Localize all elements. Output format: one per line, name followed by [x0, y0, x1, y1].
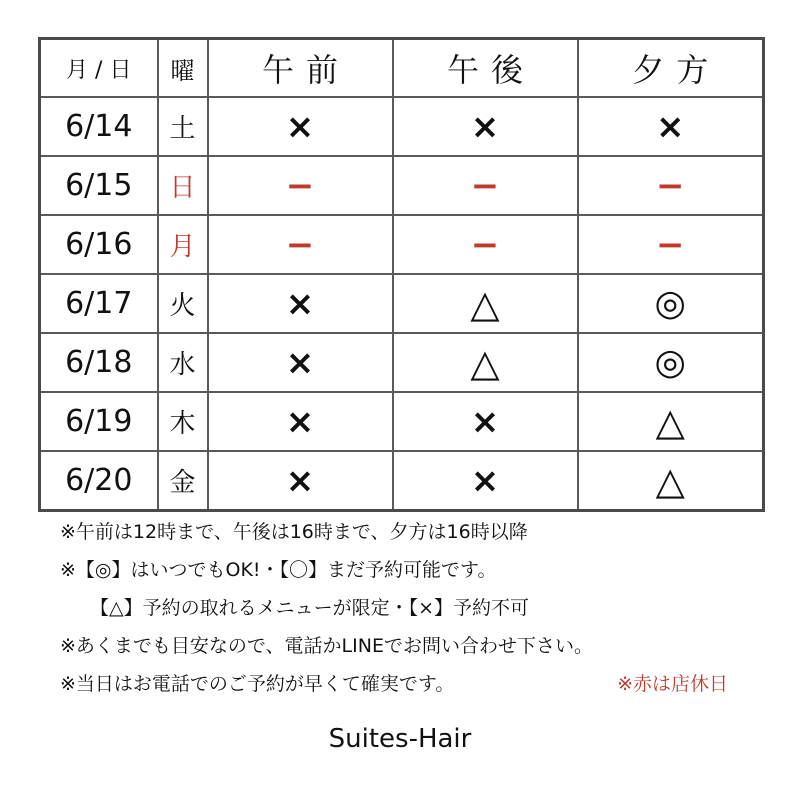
row-day: 金 [158, 451, 208, 511]
header-date: 月 / 日 [40, 39, 158, 98]
table-row [40, 156, 764, 215]
row-evening-status: − [578, 215, 764, 274]
row-evening-status: ◎ [578, 274, 764, 333]
table-row [40, 451, 764, 511]
row-morning-status: × [208, 97, 393, 156]
row-day: 火 [158, 274, 208, 333]
row-date: 6/19 [40, 392, 158, 451]
table-row [40, 392, 764, 451]
row-date: 6/15 [40, 156, 158, 215]
header-afternoon: 午後 [393, 39, 578, 98]
row-afternoon-status: △ [393, 333, 578, 392]
header-day: 曜 [158, 39, 208, 98]
header-morning: 午前 [208, 39, 393, 98]
row-date: 6/20 [40, 451, 158, 511]
table-header-row [40, 39, 764, 98]
note-legend-2: 【△】予約の取れるメニューが限定・【×】予約不可 [90, 597, 530, 619]
row-afternoon-status: × [393, 392, 578, 451]
note-hours: ※午前は12時まで、午後は16時まで、夕方は16時以降 [60, 521, 528, 543]
row-date: 6/14 [40, 97, 158, 156]
availability-table [38, 37, 765, 512]
row-day: 木 [158, 392, 208, 451]
row-morning-status: − [208, 215, 393, 274]
note-same-day [60, 665, 780, 703]
row-morning-status: × [208, 392, 393, 451]
row-afternoon-status: × [393, 451, 578, 511]
table-row [40, 215, 764, 274]
row-evening-status: − [578, 156, 764, 215]
row-evening-status: ◎ [578, 333, 764, 392]
row-day: 水 [158, 333, 208, 392]
table-row [40, 274, 764, 333]
row-date: 6/16 [40, 215, 158, 274]
row-morning-status: × [208, 451, 393, 511]
row-evening-status: △ [578, 392, 764, 451]
notes [60, 513, 780, 703]
row-date: 6/18 [40, 333, 158, 392]
row-afternoon-status: × [393, 97, 578, 156]
row-morning-status: × [208, 333, 393, 392]
row-day: 月 [158, 215, 208, 274]
row-morning-status: × [208, 274, 393, 333]
note-contact: ※あくまでも目安なので、電話かLINEでお問い合わせ下さい。 [60, 635, 593, 657]
row-day: 日 [158, 156, 208, 215]
table-row [40, 97, 764, 156]
row-date: 6/17 [40, 274, 158, 333]
row-evening-status: × [578, 97, 764, 156]
row-day: 土 [158, 97, 208, 156]
note-closed-day: ※赤は店休日 [617, 673, 728, 695]
note-legend-1: ※【◎】はいつでもOK!・【〇】まだ予約可能です。 [60, 559, 497, 581]
note-same-day-text: ※当日はお電話でのご予約が早くて確実です。 [60, 673, 455, 695]
row-afternoon-status: △ [393, 274, 578, 333]
table-row [40, 333, 764, 392]
brand-name: Suites-Hair [328, 724, 472, 754]
row-evening-status: △ [578, 451, 764, 511]
row-morning-status: − [208, 156, 393, 215]
row-afternoon-status: − [393, 215, 578, 274]
header-evening: 夕方 [578, 39, 764, 98]
row-afternoon-status: − [393, 156, 578, 215]
